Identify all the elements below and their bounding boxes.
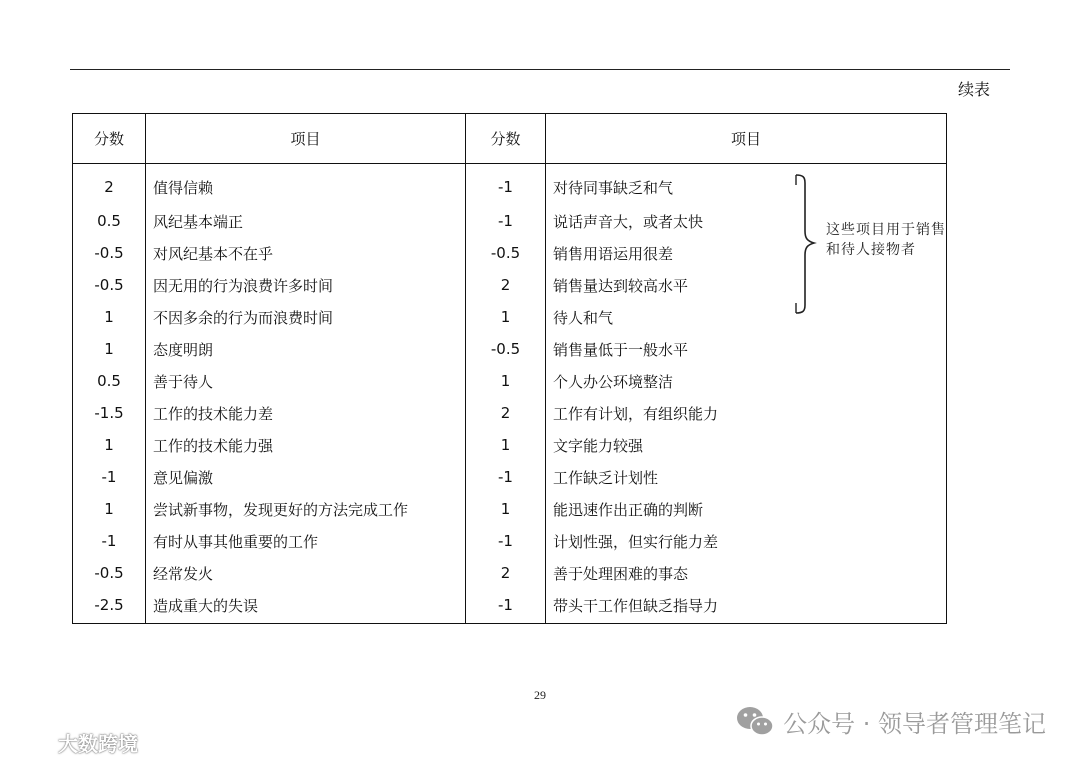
left-score-cell: -0.5 — [73, 557, 146, 589]
left-item-cell: 工作的技术能力差 — [146, 397, 466, 429]
left-score-cell: 2 — [73, 164, 146, 206]
left-score-cell: 1 — [73, 301, 146, 333]
left-item-cell: 尝试新事物，发现更好的方法完成工作 — [146, 493, 466, 525]
left-score-cell: -1 — [73, 525, 146, 557]
right-score-cell: -0.5 — [466, 333, 546, 365]
left-item-cell: 有时从事其他重要的工作 — [146, 525, 466, 557]
table-row — [73, 461, 947, 493]
left-score-cell: 0.5 — [73, 365, 146, 397]
right-item-cell: 计划性强，但实行能力差 — [546, 525, 947, 557]
table-row — [73, 525, 947, 557]
wechat-icon — [735, 704, 775, 738]
page-number: 29 — [534, 688, 546, 702]
left-score-cell: -0.5 — [73, 269, 146, 301]
right-score-cell: 2 — [466, 269, 546, 301]
table-row — [73, 397, 947, 429]
left-score-cell: 1 — [73, 333, 146, 365]
right-score-cell: 1 — [466, 429, 546, 461]
right-item-cell: 说话声音大，或者太快 — [546, 205, 947, 237]
right-score-cell: 2 — [466, 397, 546, 429]
table-row — [73, 589, 947, 624]
right-item-cell: 能迅速作出正确的判断 — [546, 493, 947, 525]
table-row — [73, 365, 947, 397]
right-item-cell: 个人办公环境整洁 — [546, 365, 947, 397]
left-item-cell: 对风纪基本不在乎 — [146, 237, 466, 269]
right-item-cell: 对待同事缺乏和气 — [546, 164, 947, 206]
right-item-cell: 销售量低于一般水平 — [546, 333, 947, 365]
left-item-cell: 值得信赖 — [146, 164, 466, 206]
right-score-cell: 1 — [466, 493, 546, 525]
left-item-cell: 不因多余的行为而浪费时间 — [146, 301, 466, 333]
right-score-cell: 1 — [466, 301, 546, 333]
top-rule — [70, 69, 1010, 70]
left-item-cell: 意见偏激 — [146, 461, 466, 493]
header-item-left: 项目 — [146, 114, 466, 164]
right-item-cell: 工作有计划，有组织能力 — [546, 397, 947, 429]
right-item-cell: 善于处理困难的事态 — [546, 557, 947, 589]
right-item-cell: 带头干工作但缺乏指导力 — [546, 589, 947, 624]
right-item-cell: 销售量达到较高水平 — [546, 269, 947, 301]
header-item-right: 项目 — [546, 114, 947, 164]
table-row — [73, 429, 947, 461]
left-score-cell: -1.5 — [73, 397, 146, 429]
table-row — [73, 333, 947, 365]
table-row — [73, 493, 947, 525]
right-score-cell: -1 — [466, 461, 546, 493]
watermark-left — [8, 727, 138, 757]
continued-label: 续表 — [957, 80, 990, 99]
watermark-left-text: 大数跨境 — [58, 731, 138, 756]
header-score-left: 分数 — [73, 114, 146, 164]
left-item-cell: 工作的技术能力强 — [146, 429, 466, 461]
left-score-cell: 0.5 — [73, 205, 146, 237]
left-item-cell: 因无用的行为浪费许多时间 — [146, 269, 466, 301]
left-item-cell: 风纪基本端正 — [146, 205, 466, 237]
right-score-cell: 1 — [466, 365, 546, 397]
left-score-cell: -0.5 — [73, 237, 146, 269]
table-row — [73, 557, 947, 589]
right-item-cell: 销售用语运用很差 — [546, 237, 947, 269]
brace-note: 这些项目用于销售和待人接物者 — [826, 222, 946, 258]
left-item-cell: 造成重大的失误 — [146, 589, 466, 624]
right-item-cell: 待人和气 — [546, 301, 947, 333]
left-item-cell: 态度明朗 — [146, 333, 466, 365]
right-item-cell: 文字能力较强 — [546, 429, 947, 461]
table-header-row — [73, 114, 947, 164]
watermark-right — [735, 701, 1046, 741]
left-score-cell: 1 — [73, 493, 146, 525]
right-score-cell: 2 — [466, 557, 546, 589]
right-score-cell: -1 — [466, 589, 546, 624]
left-score-cell: 1 — [73, 429, 146, 461]
left-item-cell: 经常发火 — [146, 557, 466, 589]
watermark-right-text: 公众号 · 领导者管理笔记 — [783, 709, 1046, 738]
right-score-cell: -1 — [466, 164, 546, 206]
right-score-cell: -1 — [466, 205, 546, 237]
left-score-cell: -1 — [73, 461, 146, 493]
right-score-cell: -1 — [466, 525, 546, 557]
right-brace — [794, 173, 824, 315]
left-score-cell: -2.5 — [73, 589, 146, 624]
dashuju-logo-icon — [8, 729, 52, 755]
left-item-cell: 善于待人 — [146, 365, 466, 397]
header-score-right: 分数 — [466, 114, 546, 164]
right-item-cell: 工作缺乏计划性 — [546, 461, 947, 493]
right-score-cell: -0.5 — [466, 237, 546, 269]
